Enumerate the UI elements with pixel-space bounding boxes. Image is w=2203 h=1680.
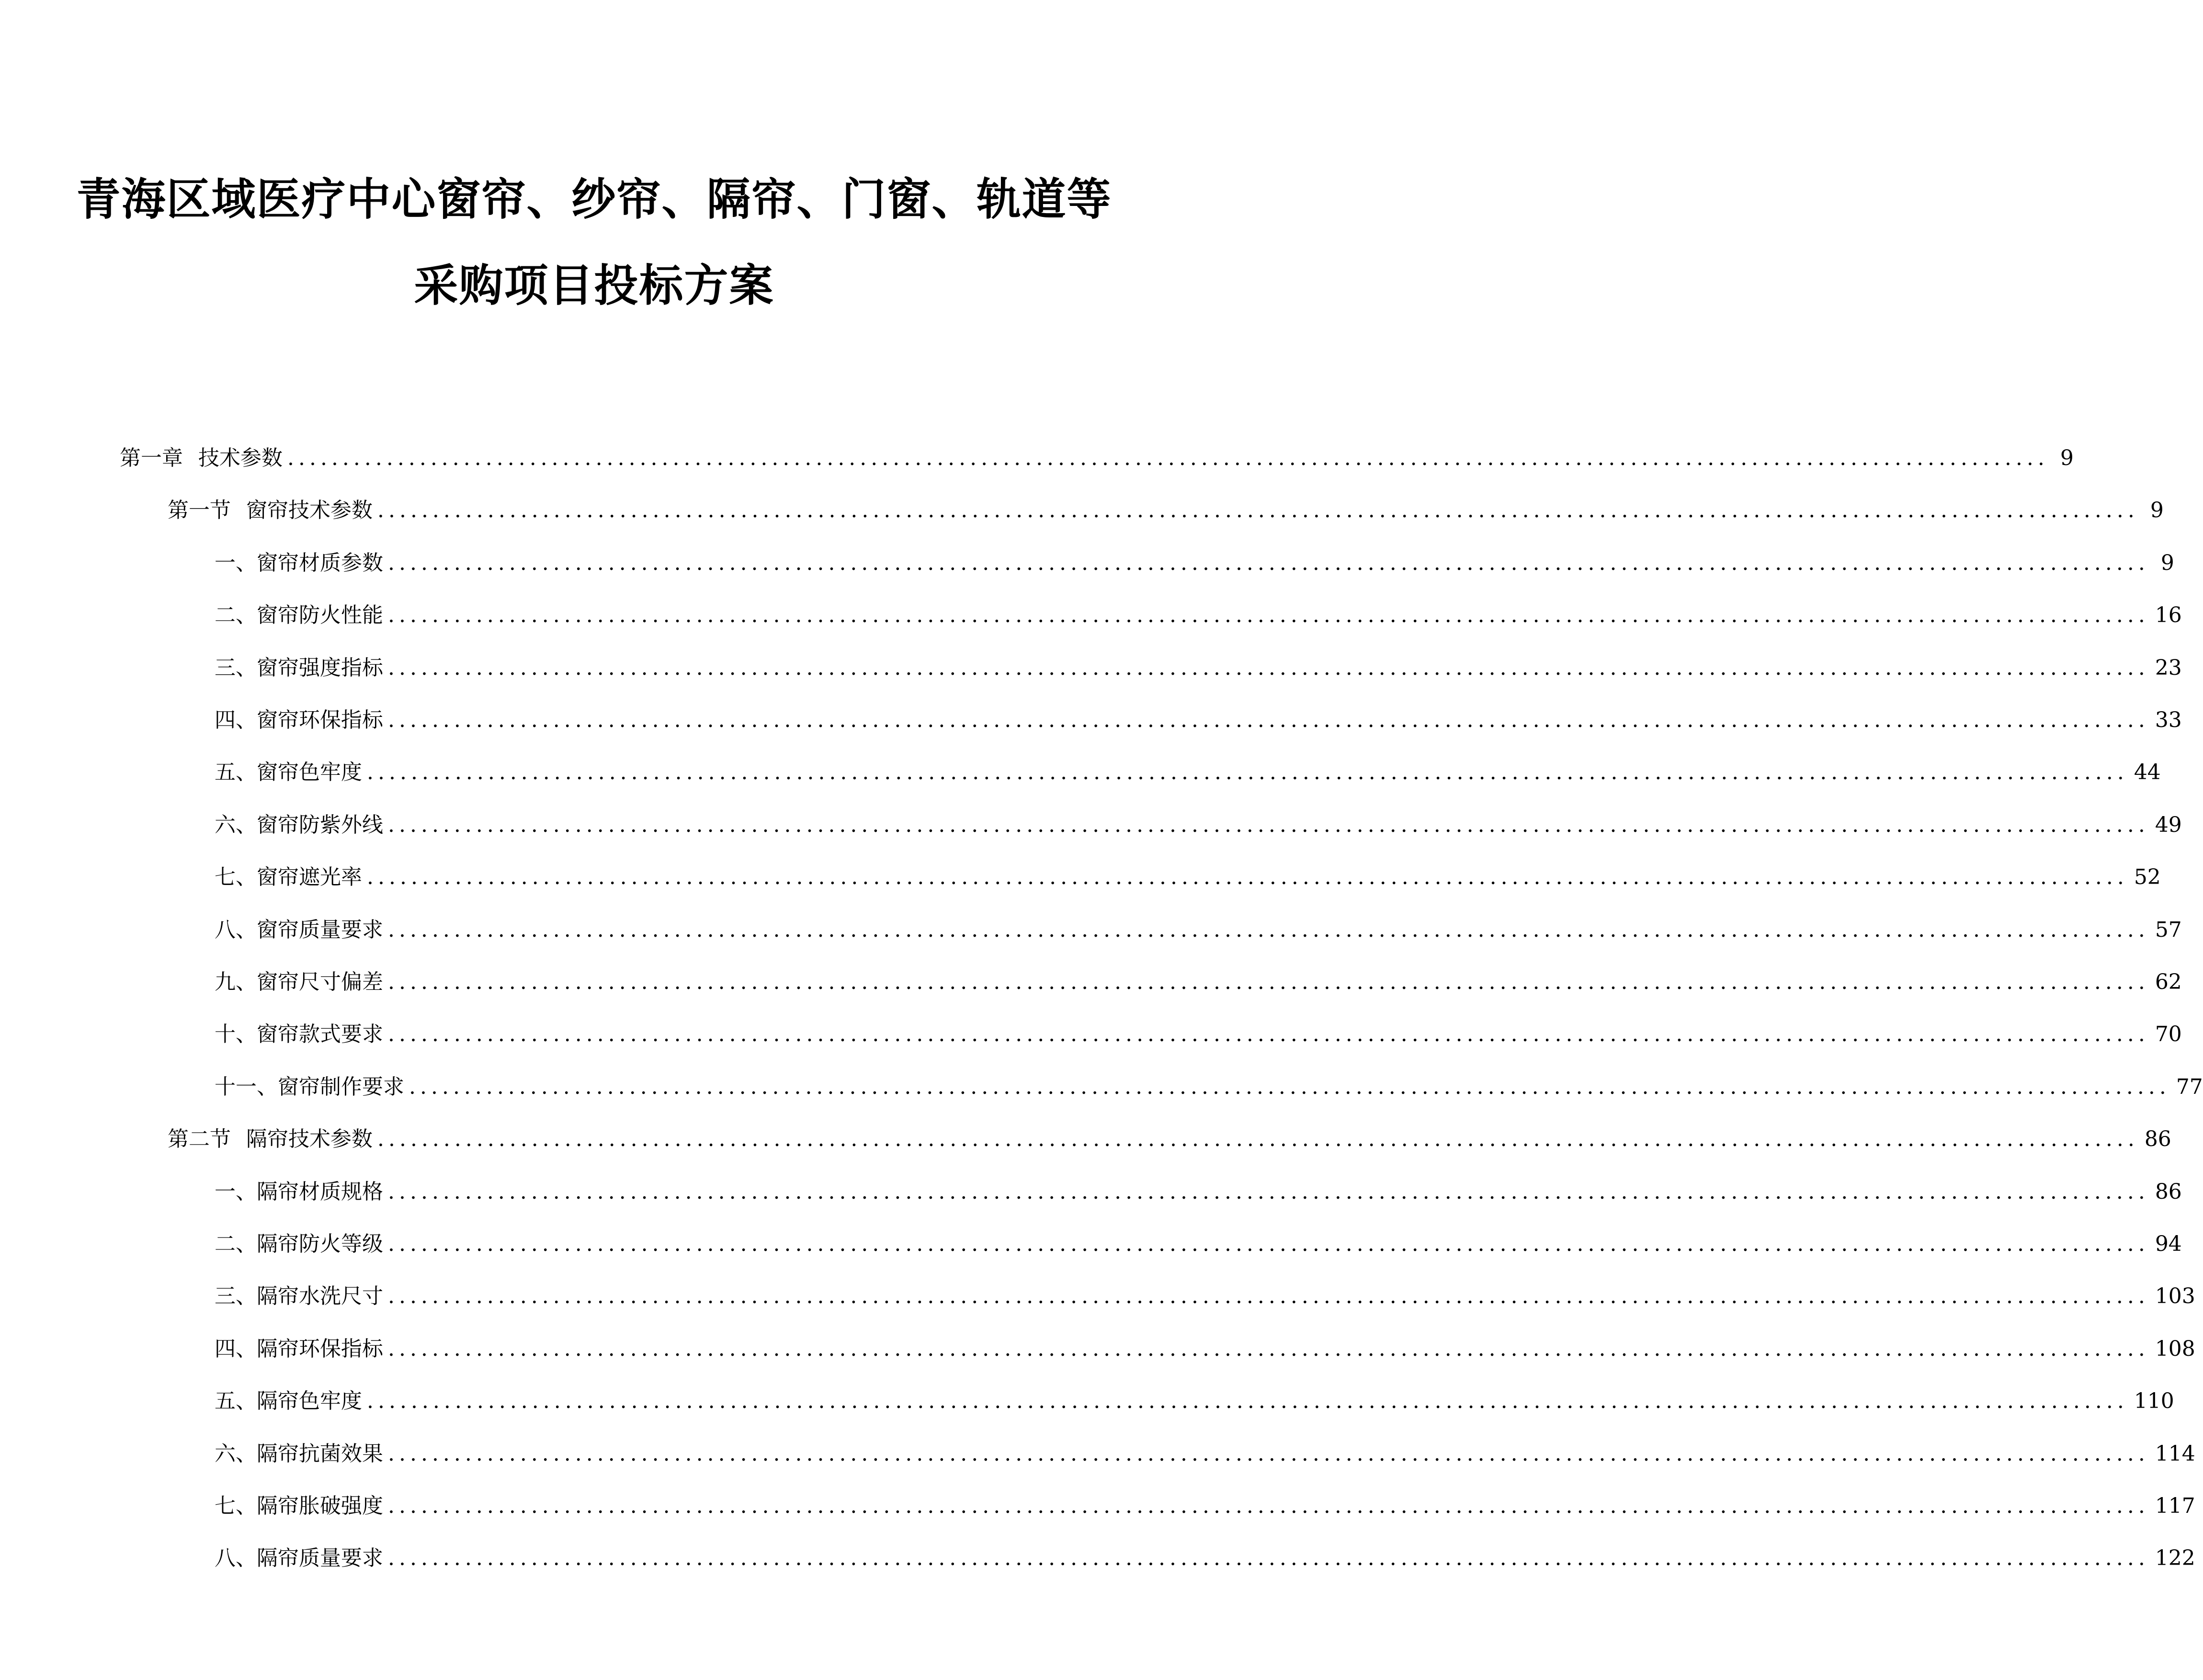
toc-dot-leader: ................................................................................................................................................................ bbox=[409, 1074, 2170, 1099]
toc-entry-number: 一、 bbox=[215, 1179, 257, 1204]
toc-entry-page-number: 117 bbox=[2155, 1494, 2195, 1518]
toc-entry[interactable] bbox=[215, 1543, 2195, 1574]
toc-entry-label: 隔帘防火等级 bbox=[257, 1232, 383, 1256]
toc-entry-number: 四、 bbox=[215, 1336, 257, 1361]
toc-entry[interactable] bbox=[215, 1229, 2182, 1260]
toc-entry[interactable] bbox=[215, 1281, 2195, 1312]
toc-entry[interactable] bbox=[120, 443, 2074, 474]
toc-entry-number: 八、 bbox=[215, 1546, 257, 1571]
toc-entry-page-number: 114 bbox=[2155, 1441, 2195, 1466]
toc-dot-leader: ................................................................................................................................................................ bbox=[388, 1546, 2149, 1571]
toc-dot-leader: ................................................................................................................................................................ bbox=[388, 917, 2149, 942]
toc-entry-number: 六、 bbox=[215, 812, 257, 837]
toc-entry[interactable] bbox=[215, 810, 2182, 840]
toc-entry-number: 二、 bbox=[215, 1232, 257, 1256]
toc-dot-leader: ................................................................................................................................................................ bbox=[388, 1284, 2149, 1309]
toc-dot-leader: ................................................................................................................................................................ bbox=[377, 1127, 2139, 1152]
toc-entry-label: 隔帘技术参数 bbox=[246, 1127, 373, 1152]
toc-dot-leader: ................................................................................................................................................................ bbox=[388, 550, 2149, 575]
toc-entry[interactable] bbox=[215, 1019, 2182, 1050]
toc-dot-leader: ................................................................................................................................................................ bbox=[388, 708, 2149, 732]
toc-entry-page-number: 77 bbox=[2176, 1074, 2203, 1099]
toc-entry-label: 隔帘质量要求 bbox=[257, 1546, 383, 1571]
toc-entry[interactable] bbox=[215, 1072, 2203, 1102]
toc-entry[interactable] bbox=[168, 495, 2164, 526]
toc-entry-number: 五、 bbox=[215, 760, 257, 785]
toc-entry-number: 一、 bbox=[215, 550, 257, 575]
toc-entry-page-number: 33 bbox=[2155, 708, 2182, 732]
toc-entry[interactable] bbox=[215, 1439, 2195, 1469]
toc-dot-leader: ................................................................................................................................................................ bbox=[388, 1494, 2149, 1518]
toc-entry-label: 窗帘色牢度 bbox=[257, 760, 362, 785]
toc-entry-number: 第一节 bbox=[168, 498, 231, 523]
document-title-line-1: 青海区域医疗中心窗帘、纱帘、隔帘、门窗、轨道等 bbox=[76, 174, 1112, 225]
toc-entry-number: 第一章 bbox=[120, 446, 183, 470]
toc-entry-label: 窗帘环保指标 bbox=[257, 708, 383, 732]
toc-entry[interactable] bbox=[215, 600, 2182, 631]
toc-entry-page-number: 9 bbox=[2060, 446, 2074, 470]
toc-entry-label: 窗帘材质参数 bbox=[257, 550, 383, 575]
toc-dot-leader: ................................................................................................................................................................ bbox=[388, 1232, 2149, 1256]
toc-dot-leader: ................................................................................................................................................................ bbox=[388, 1179, 2149, 1204]
toc-entry-label: 技术参数 bbox=[198, 446, 283, 470]
toc-entry-page-number: 108 bbox=[2155, 1336, 2195, 1361]
toc-entry-label: 隔帘胀破强度 bbox=[257, 1494, 383, 1518]
toc-entry-label: 窗帘质量要求 bbox=[257, 917, 383, 942]
toc-entry-number: 八、 bbox=[215, 917, 257, 942]
toc-entry[interactable] bbox=[215, 548, 2174, 579]
toc-entry-number: 六、 bbox=[215, 1441, 257, 1466]
toc-entry-page-number: 86 bbox=[2155, 1179, 2182, 1204]
toc-dot-leader: ................................................................................................................................................................ bbox=[367, 865, 2128, 890]
toc-entry-label: 窗帘制作要求 bbox=[278, 1074, 404, 1099]
toc-dot-leader: ................................................................................................................................................................ bbox=[287, 446, 2049, 470]
toc-entry-page-number: 9 bbox=[2160, 550, 2174, 575]
toc-entry-page-number: 16 bbox=[2155, 603, 2182, 628]
toc-entry[interactable] bbox=[215, 705, 2182, 736]
toc-entry[interactable] bbox=[215, 1491, 2195, 1521]
toc-entry-page-number: 62 bbox=[2155, 970, 2182, 994]
toc-dot-leader: ................................................................................................................................................................ bbox=[388, 812, 2149, 837]
toc-entry-page-number: 23 bbox=[2155, 655, 2182, 680]
toc-dot-leader: ................................................................................................................................................................ bbox=[367, 760, 2128, 785]
toc-entry-number: 十、 bbox=[215, 1022, 257, 1047]
toc-entry-label: 窗帘防火性能 bbox=[257, 603, 383, 628]
toc-dot-leader: ................................................................................................................................................................ bbox=[377, 498, 2139, 523]
toc-entry[interactable] bbox=[215, 1177, 2182, 1207]
toc-entry-label: 隔帘材质规格 bbox=[257, 1179, 383, 1204]
toc-entry-page-number: 122 bbox=[2155, 1546, 2195, 1571]
toc-dot-leader: ................................................................................................................................................................ bbox=[388, 1022, 2149, 1047]
toc-entry[interactable] bbox=[215, 653, 2182, 683]
toc-entry-number: 二、 bbox=[215, 603, 257, 628]
toc-entry-page-number: 57 bbox=[2155, 917, 2182, 942]
toc-entry-number: 四、 bbox=[215, 708, 257, 732]
toc-entry-page-number: 110 bbox=[2134, 1389, 2174, 1414]
toc-dot-leader: ................................................................................................................................................................ bbox=[388, 603, 2149, 628]
toc-entry-label: 隔帘抗菌效果 bbox=[257, 1441, 383, 1466]
toc-entry-number: 七、 bbox=[215, 865, 257, 890]
toc-entry[interactable] bbox=[215, 1334, 2195, 1364]
toc-entry-number: 九、 bbox=[215, 970, 257, 994]
toc-entry-page-number: 103 bbox=[2155, 1284, 2195, 1309]
toc-entry-number: 十一、 bbox=[215, 1074, 278, 1099]
toc-entry-page-number: 86 bbox=[2144, 1127, 2171, 1152]
toc-entry-page-number: 70 bbox=[2155, 1022, 2182, 1047]
toc-dot-leader: ................................................................................................................................................................ bbox=[367, 1389, 2128, 1414]
toc-entry[interactable] bbox=[215, 967, 2182, 998]
toc-entry[interactable] bbox=[215, 915, 2182, 945]
toc-entry-label: 窗帘技术参数 bbox=[246, 498, 373, 523]
toc-entry-label: 窗帘款式要求 bbox=[257, 1022, 383, 1047]
toc-dot-leader: ................................................................................................................................................................ bbox=[388, 1441, 2149, 1466]
toc-dot-leader: ................................................................................................................................................................ bbox=[388, 1336, 2149, 1361]
toc-dot-leader: ................................................................................................................................................................ bbox=[388, 655, 2149, 680]
toc-entry-page-number: 49 bbox=[2155, 812, 2182, 837]
toc-entry[interactable] bbox=[215, 862, 2161, 893]
toc-entry-number: 五、 bbox=[215, 1389, 257, 1414]
toc-entry-label: 窗帘遮光率 bbox=[257, 865, 362, 890]
document-title-line-2: 采购项目投标方案 bbox=[414, 260, 774, 311]
toc-entry-label: 隔帘色牢度 bbox=[257, 1389, 362, 1414]
toc-entry-label: 隔帘环保指标 bbox=[257, 1336, 383, 1361]
toc-entry-page-number: 52 bbox=[2134, 865, 2161, 890]
toc-entry-page-number: 9 bbox=[2150, 498, 2164, 523]
toc-entry[interactable] bbox=[168, 1124, 2171, 1155]
toc-entry-number: 三、 bbox=[215, 655, 257, 680]
toc-entry[interactable] bbox=[215, 1386, 2174, 1417]
toc-entry-label: 窗帘尺寸偏差 bbox=[257, 970, 383, 994]
toc-entry[interactable] bbox=[215, 757, 2161, 788]
toc-entry-label: 窗帘防紫外线 bbox=[257, 812, 383, 837]
toc-entry-page-number: 94 bbox=[2155, 1232, 2182, 1256]
toc-entry-number: 三、 bbox=[215, 1284, 257, 1309]
toc-entry-number: 第二节 bbox=[168, 1127, 231, 1152]
toc-entry-page-number: 44 bbox=[2134, 760, 2161, 785]
toc-entry-label: 窗帘强度指标 bbox=[257, 655, 383, 680]
toc-entry-number: 七、 bbox=[215, 1494, 257, 1518]
toc-entry-label: 隔帘水洗尺寸 bbox=[257, 1284, 383, 1309]
toc-dot-leader: ................................................................................................................................................................ bbox=[388, 970, 2149, 994]
